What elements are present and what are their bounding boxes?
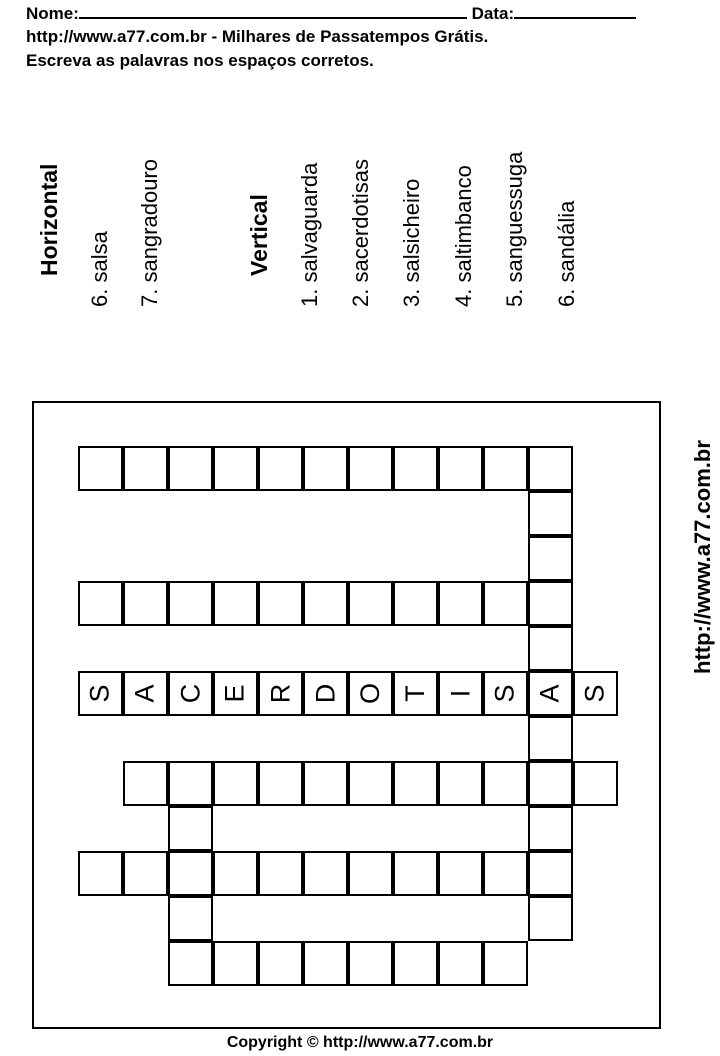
grid-cell[interactable]: [123, 581, 168, 626]
cell-letter: O: [354, 682, 385, 705]
grid-cell[interactable]: [528, 716, 573, 761]
grid-cell-letter[interactable]: [258, 671, 303, 716]
name-date-line: [26, 3, 636, 24]
name-label: Nome:: [26, 4, 79, 23]
grid-cell[interactable]: [528, 806, 573, 851]
grid-cell-letter[interactable]: [438, 671, 483, 716]
grid-cell[interactable]: [393, 941, 438, 986]
grid-cell-letter[interactable]: [303, 671, 348, 716]
grid-cell[interactable]: [258, 446, 303, 491]
grid-cell[interactable]: [168, 761, 213, 806]
vertical-clue: 2. sacerdotisas: [348, 159, 373, 307]
grid-cell[interactable]: [303, 581, 348, 626]
side-url: http://www.a77.com.br: [690, 440, 715, 674]
grid-cell[interactable]: [528, 896, 573, 941]
grid-cell-letter[interactable]: [213, 671, 258, 716]
cell-letter: I: [444, 689, 475, 698]
cell-letter: A: [129, 684, 160, 703]
horizontal-title: Horizontal: [36, 163, 62, 276]
cell-letter: T: [400, 685, 430, 702]
grid-cell[interactable]: [528, 536, 573, 581]
grid-cell[interactable]: [168, 806, 213, 851]
vertical-clue: 3. salsicheiro: [399, 178, 424, 307]
grid-cell[interactable]: [123, 761, 168, 806]
grid-cell[interactable]: [213, 581, 258, 626]
name-field[interactable]: [79, 3, 467, 19]
grid-cell[interactable]: [393, 761, 438, 806]
grid-cell[interactable]: [348, 851, 393, 896]
grid-cell[interactable]: [438, 446, 483, 491]
grid-cell[interactable]: [258, 761, 303, 806]
grid-cell[interactable]: [483, 446, 528, 491]
grid-cell[interactable]: [78, 581, 123, 626]
horizontal-clue: 7. sangradouro: [137, 159, 162, 307]
vertical-clue: 6. sandália: [554, 200, 579, 307]
copyright: Copyright © http://www.a77.com.br: [226, 1034, 494, 1051]
grid-cell[interactable]: [348, 446, 393, 491]
grid-cell[interactable]: [528, 446, 573, 491]
vertical-clue: 4. saltimbanco: [451, 165, 476, 307]
grid-cell[interactable]: [438, 761, 483, 806]
horizontal-clue: 6. salsa: [87, 231, 112, 307]
grid-cell[interactable]: [213, 446, 258, 491]
grid-cell-letter[interactable]: [573, 671, 618, 716]
grid-cell[interactable]: [123, 446, 168, 491]
grid-cell[interactable]: [348, 761, 393, 806]
cell-letter: A: [534, 684, 565, 703]
instruction-line: Escreva as palavras nos espaços corretos.: [26, 51, 374, 70]
grid-cell[interactable]: [123, 851, 168, 896]
grid-cell[interactable]: [528, 491, 573, 536]
grid-cell[interactable]: [528, 761, 573, 806]
grid-cell[interactable]: [258, 581, 303, 626]
grid-cell[interactable]: [168, 941, 213, 986]
grid-cell-letter[interactable]: [78, 671, 123, 716]
grid-cell[interactable]: [303, 446, 348, 491]
date-label: Data:: [471, 4, 515, 23]
grid-cell[interactable]: [213, 761, 258, 806]
grid-cell[interactable]: [303, 761, 348, 806]
cell-letter: C: [175, 683, 205, 704]
cell-letter: S: [579, 684, 610, 703]
grid-cell-letter[interactable]: [123, 671, 168, 716]
grid-cell[interactable]: [393, 581, 438, 626]
date-field[interactable]: [514, 3, 636, 19]
grid-cell[interactable]: [438, 581, 483, 626]
cell-letter: S: [84, 684, 115, 703]
vertical-clue: 1. salvaguarda: [297, 162, 322, 307]
grid-cell[interactable]: [438, 941, 483, 986]
vertical-clue: 5. sanguessuga: [502, 151, 527, 307]
grid-cell[interactable]: [528, 851, 573, 896]
cell-letter: E: [219, 684, 250, 703]
grid-cell[interactable]: [213, 851, 258, 896]
cell-letter: R: [265, 683, 295, 704]
grid-cell[interactable]: [168, 581, 213, 626]
grid-cell[interactable]: [303, 851, 348, 896]
grid-cell[interactable]: [78, 446, 123, 491]
grid-cell[interactable]: [573, 761, 618, 806]
grid-cell-letter[interactable]: [168, 671, 213, 716]
cell-letter: S: [489, 684, 520, 703]
grid-cell[interactable]: [213, 941, 258, 986]
grid-cell[interactable]: [303, 941, 348, 986]
grid-cell-letter[interactable]: [393, 671, 438, 716]
grid-cell[interactable]: [528, 581, 573, 626]
grid-cell[interactable]: [348, 581, 393, 626]
grid-cell[interactable]: [528, 626, 573, 671]
cell-letter: D: [310, 683, 340, 704]
grid-cell[interactable]: [78, 851, 123, 896]
site-line: http://www.a77.com.br - Milhares de Passatempos Grátis.: [26, 27, 489, 46]
grid-cell-letter[interactable]: [348, 671, 393, 716]
grid-cell-letter[interactable]: [483, 671, 528, 716]
grid-cell[interactable]: [258, 851, 303, 896]
grid-cell[interactable]: [168, 851, 213, 896]
vertical-title: Vertical: [246, 194, 272, 276]
grid-cell[interactable]: [483, 851, 528, 896]
grid-cell[interactable]: [258, 941, 303, 986]
grid-cell[interactable]: [393, 446, 438, 491]
grid-cell-letter[interactable]: [528, 671, 573, 716]
grid-cell[interactable]: [348, 941, 393, 986]
grid-cell[interactable]: [483, 761, 528, 806]
grid-cell[interactable]: [438, 851, 483, 896]
grid-cell[interactable]: [168, 446, 213, 491]
grid-cell[interactable]: [483, 581, 528, 626]
grid-cell[interactable]: [483, 941, 528, 986]
grid-cell[interactable]: [393, 851, 438, 896]
grid-cell[interactable]: [168, 896, 213, 941]
